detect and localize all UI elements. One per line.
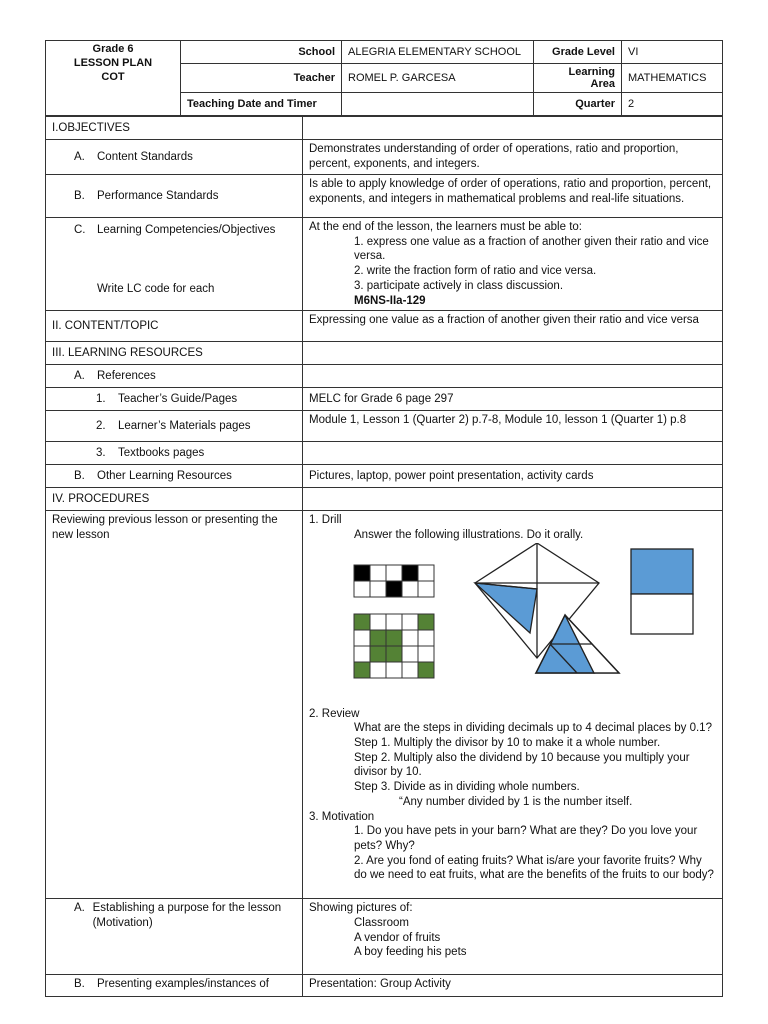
examples-label <box>46 975 303 997</box>
learning-resources-heading: III. LEARNING RESOURCES <box>46 342 303 365</box>
review-quote: “Any number divided by 1 is the number itself. <box>399 795 633 808</box>
learning-area-label-line1: Learning <box>568 66 615 78</box>
performance-standards-marker: B. <box>74 189 85 202</box>
grade-title: Grade 6 <box>92 43 134 55</box>
grade-level-value: VI <box>622 41 723 64</box>
other-resources-value: Pictures, laptop, power point presentation, activity cards <box>303 465 723 488</box>
content-standards-marker: A. <box>74 150 85 163</box>
learning-competencies-marker: C. <box>74 224 86 236</box>
procedures-heading: IV. PROCEDURES <box>46 488 303 511</box>
content-standards-label <box>46 140 303 175</box>
plan-title-cell <box>46 41 181 116</box>
quarter-value: 2 <box>622 93 723 116</box>
review-step: Step 2. Multiply also the dividend by 10 because you multiply your divisor by 10. <box>354 751 690 779</box>
textbooks-text: Textbooks pages <box>118 446 205 459</box>
plan-type: COT <box>101 71 125 83</box>
objectives-heading: I.OBJECTIVES <box>46 117 303 140</box>
learning-competencies-value <box>303 218 723 311</box>
content-standards-value: Demonstrates understanding of order of operations, ratio and proportion, percent, exponents, and integers. <box>303 140 723 175</box>
plan-title: LESSON PLAN <box>73 57 153 69</box>
learning-area-value: MATHEMATICS <box>622 64 723 93</box>
competency-item: 2. write the fraction form of ratio and vice versa. <box>354 265 597 278</box>
purpose-item: Classroom <box>354 916 409 929</box>
teachers-guide-marker: 1. <box>96 392 106 405</box>
learners-materials-value: Module 1, Lesson 1 (Quarter 2) p.7-8, Module 10, lesson 1 (Quarter 1) p.8 <box>303 411 723 442</box>
references-text: References <box>97 369 156 382</box>
drill-figures <box>309 543 719 707</box>
drill-title: 1. Drill <box>309 514 342 527</box>
purpose-marker: A. <box>74 902 85 915</box>
performance-standards-value: Is able to apply knowledge of order of operations, ratio and proportion, percent, exponents, and integers in mathematical problems and real-life situations. <box>303 175 723 218</box>
grade-level-label: Grade Level <box>534 41 622 64</box>
objectives-heading-blank <box>303 117 723 140</box>
learners-materials-marker: 2. <box>96 419 106 432</box>
competency-intro: At the end of the lesson, the learners must be able to: <box>309 221 582 233</box>
review-title: 2. Review <box>309 707 360 720</box>
teachers-guide-value: MELC for Grade 6 page 297 <box>303 388 723 411</box>
learners-materials-label <box>46 411 303 442</box>
teaching-date-label: Teaching Date and Timer <box>181 93 342 116</box>
drill-instruction: Answer the following illustrations. Do it orally. <box>354 528 584 541</box>
examples-marker: B. <box>74 978 85 991</box>
motivation-title: 3. Motivation <box>309 810 375 823</box>
motivation-item: 1. Do you have pets in your barn? What are they? Do you love your pets? Why? <box>354 825 698 852</box>
learning-resources-blank <box>303 342 723 365</box>
green-grid-figure <box>354 614 434 678</box>
references-blank <box>303 365 723 388</box>
school-value: ALEGRIA ELEMENTARY SCHOOL <box>342 41 534 64</box>
motivation-item: 2. Are you fond of eating fruits? What is/are your favorite fruits? Why do we need to eat fruits, what are the benefits of the fruits to our body? <box>354 854 714 882</box>
purpose-label <box>46 899 303 975</box>
teacher-value: ROMEL P. GARCESA <box>342 64 534 93</box>
textbooks-marker: 3. <box>96 446 106 459</box>
textbooks-value <box>303 442 723 465</box>
content-topic-value: Expressing one value as a fraction of another given their ratio and vice versa <box>303 311 723 342</box>
school-label: School <box>181 41 342 64</box>
purpose-text: Establishing a purpose for the lesson (Motivation) <box>92 902 282 929</box>
purpose-item: A vendor of fruits <box>354 931 441 944</box>
learners-materials-text: Learner’s Materials pages <box>118 419 251 432</box>
other-resources-text: Other Learning Resources <box>97 469 232 482</box>
square-figure <box>631 549 693 634</box>
examples-value: Presentation: Group Activity <box>303 975 723 997</box>
teaching-date-value <box>342 93 534 116</box>
review-step: Step 1. Multiply the divisor by 10 to make it a whole number. <box>354 737 661 750</box>
teachers-guide-label <box>46 388 303 411</box>
learning-area-label-line2: Area <box>590 78 615 90</box>
examples-text: Presenting examples/instances of <box>97 978 269 991</box>
drill-illustrations <box>309 543 716 707</box>
procedures-heading-blank <box>303 488 723 511</box>
learning-area-label <box>534 64 622 93</box>
teacher-label: Teacher <box>181 64 342 93</box>
purpose-item: A boy feeding his pets <box>354 946 467 959</box>
lesson-table <box>45 116 723 997</box>
quarter-label: Quarter <box>534 93 622 116</box>
references-marker: A. <box>74 369 85 382</box>
performance-standards-text: Performance Standards <box>97 189 219 202</box>
purpose-intro: Showing pictures of: <box>309 902 413 915</box>
learning-competencies-text: Learning Competencies/Objectives <box>97 224 276 236</box>
review-step: Step 3. Divide as in dividing whole numbers. <box>354 781 580 794</box>
review-label: Reviewing previous lesson or presenting the new lesson <box>46 511 303 899</box>
performance-standards-label <box>46 175 303 218</box>
other-resources-marker: B. <box>74 469 85 482</box>
lc-code-label: Write LC code for each <box>97 282 215 295</box>
textbooks-label <box>46 442 303 465</box>
header-table <box>45 40 723 116</box>
competency-item: 3. participate actively in class discussion. <box>354 279 564 292</box>
review-content <box>303 511 723 899</box>
purpose-value <box>303 899 723 975</box>
competency-item: 1. express one value as a fraction of another given their ratio and vice versa. <box>354 235 709 263</box>
teachers-guide-text: Teacher’s Guide/Pages <box>118 392 238 405</box>
review-question: What are the steps in dividing decimals up to 4 decimal places by 0.1? <box>354 722 712 735</box>
references-label <box>46 365 303 388</box>
content-standards-text: Content Standards <box>97 150 193 163</box>
learning-competencies-label <box>46 218 303 311</box>
black-grid-figure <box>354 565 434 597</box>
other-resources-label <box>46 465 303 488</box>
lc-code: M6NS-IIa-129 <box>354 294 426 307</box>
content-topic-heading: II. CONTENT/TOPIC <box>46 311 303 342</box>
